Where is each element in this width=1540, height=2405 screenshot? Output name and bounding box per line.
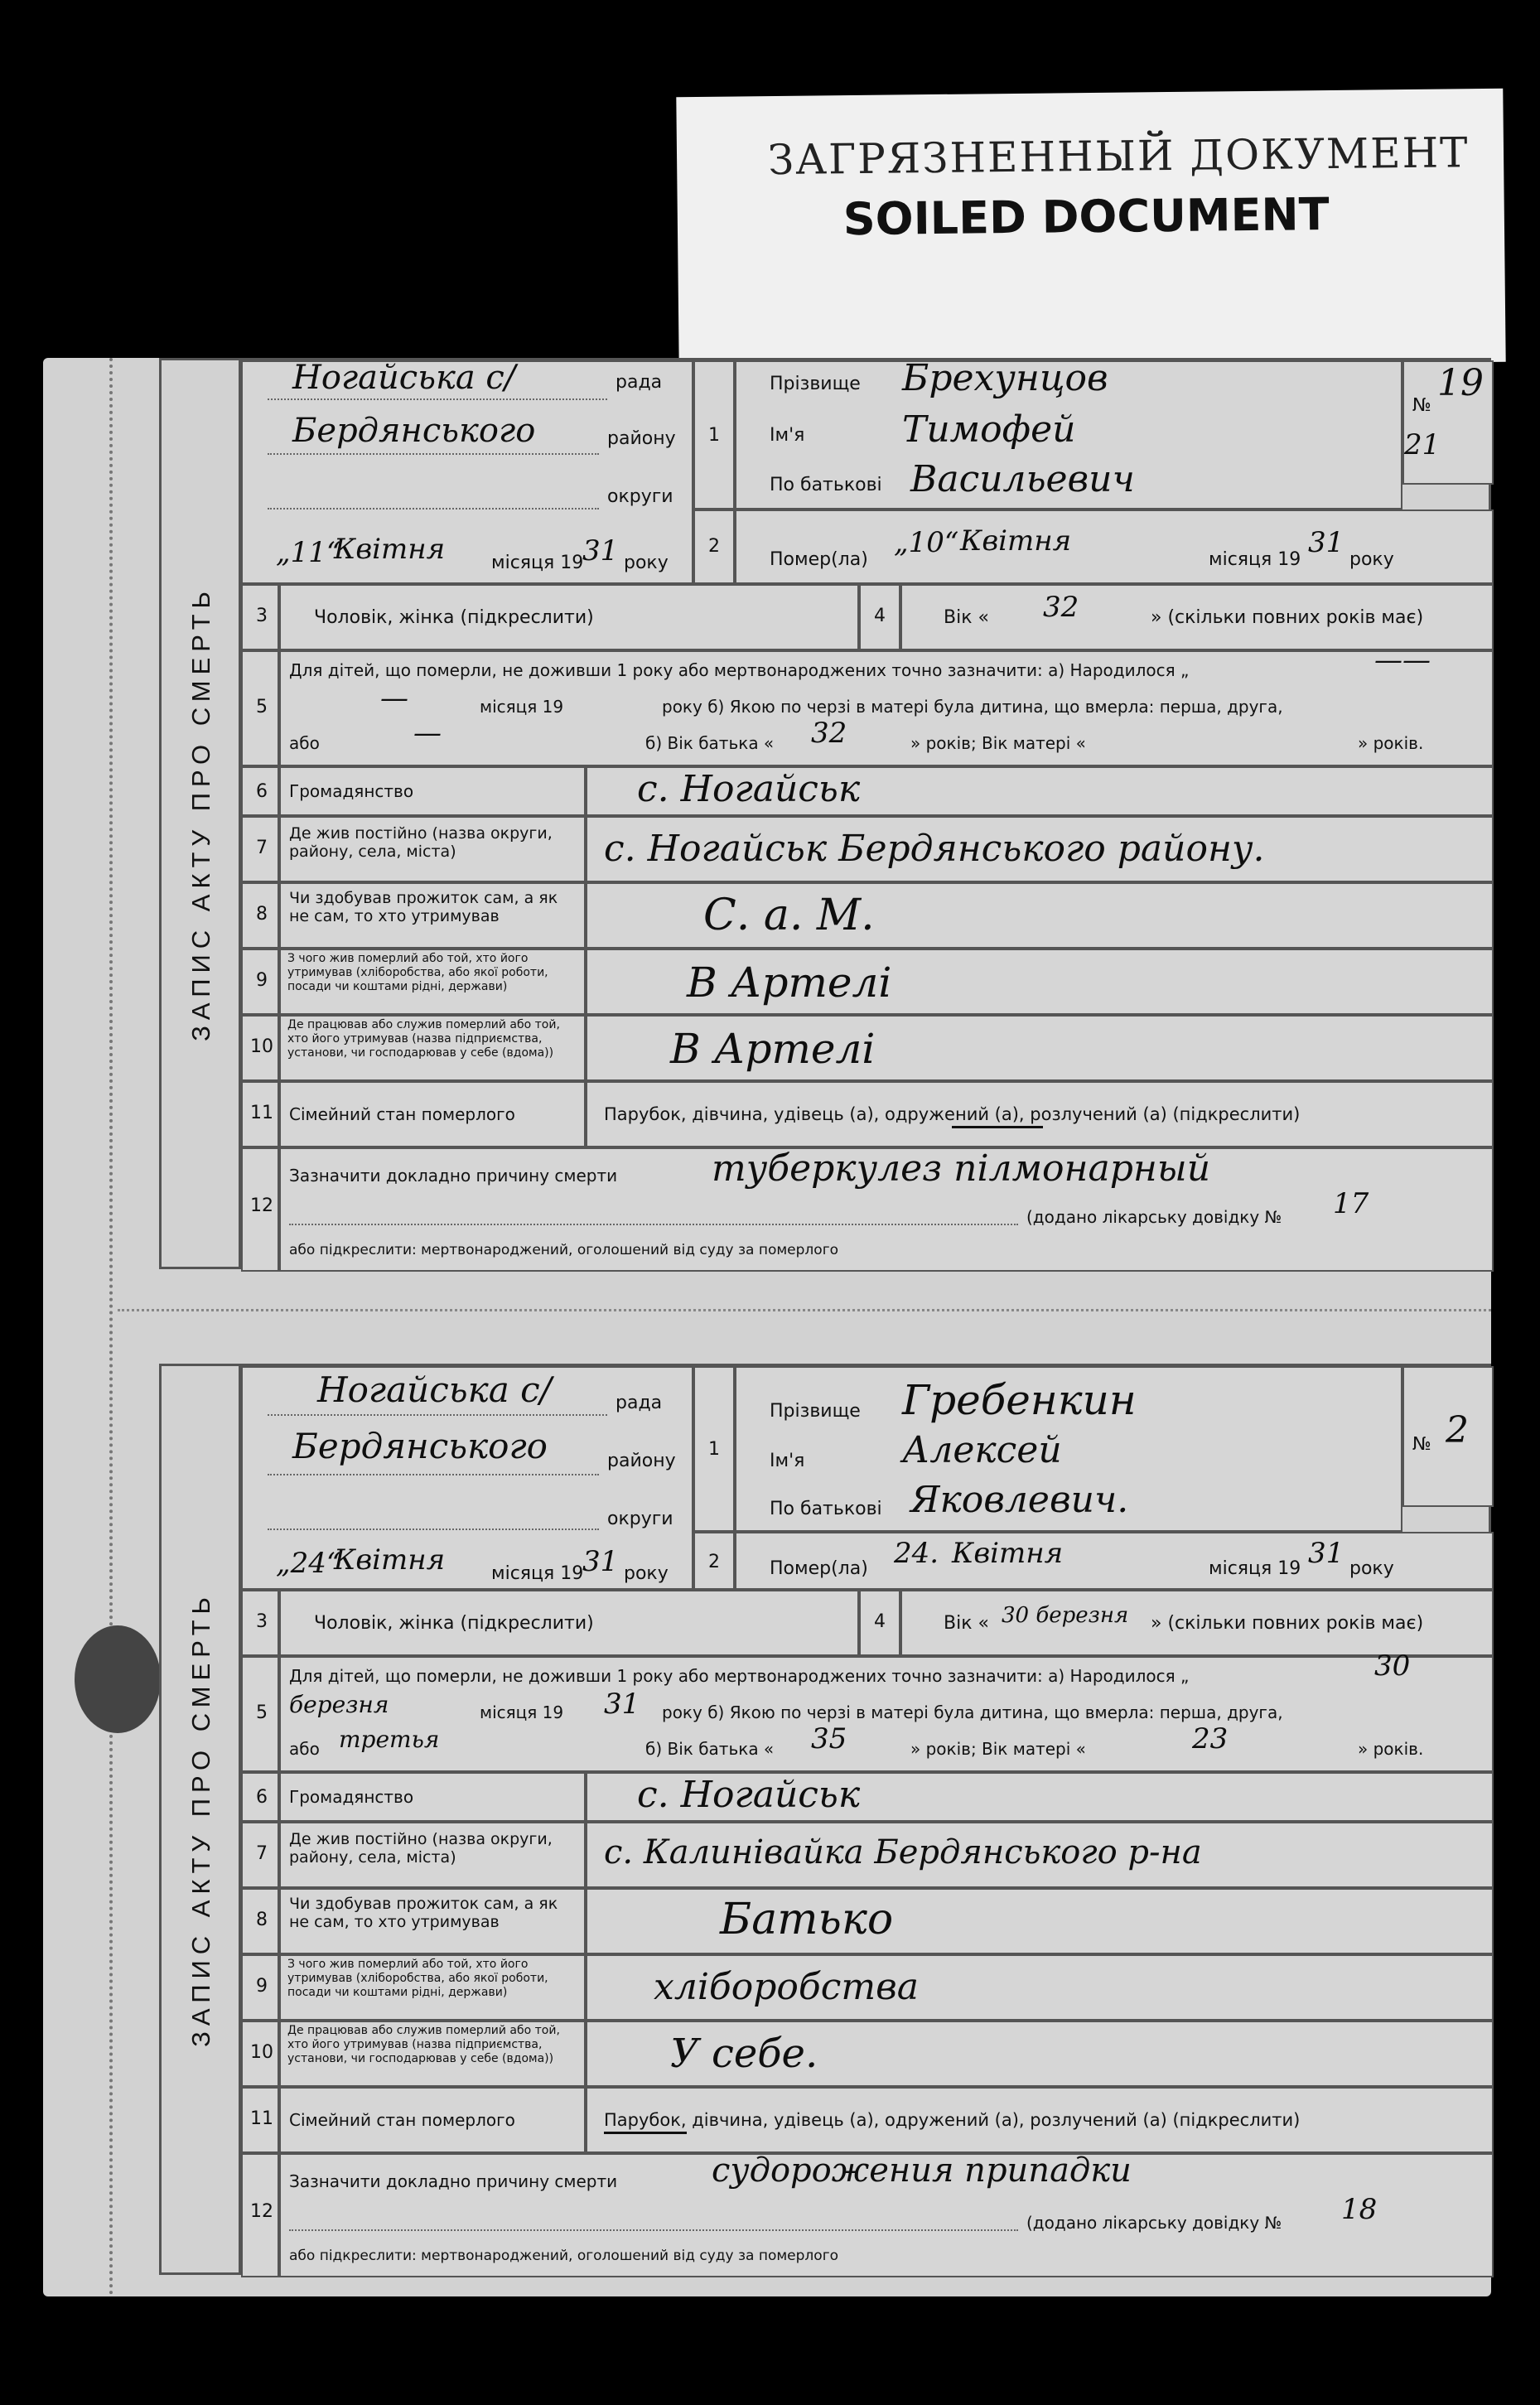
age-value: 30 березня bbox=[1002, 1603, 1129, 1628]
infant-month-label: місяця 19 bbox=[480, 1702, 564, 1722]
workplace-label: Де працював або служив померлий або той, хто його утримував (назва підприємства, установи, чи господарював у себе (вдома)) bbox=[287, 2024, 560, 2065]
raion-value: Бердянського bbox=[292, 1426, 548, 1466]
reg-year-value: 31 bbox=[582, 534, 619, 567]
age-note: » (скільки повних років має) bbox=[1151, 607, 1424, 628]
age-label: Вік « bbox=[944, 607, 989, 628]
name-value: Тимофей bbox=[902, 408, 1076, 451]
workplace-value: В Артелі bbox=[670, 1025, 876, 1073]
record-number-box bbox=[1402, 1366, 1494, 1507]
certificate-label: (додано лікарську довідку № bbox=[1026, 2213, 1282, 2233]
died-month-value: Квітня bbox=[960, 524, 1072, 558]
mother-age-label: » років; Вік матері « bbox=[910, 733, 1086, 753]
mother-age-suffix: » років. bbox=[1358, 733, 1424, 753]
mother-age-suffix: » років. bbox=[1358, 1739, 1424, 1759]
father-age-value: 35 bbox=[811, 1722, 847, 1755]
reg-year-label: року bbox=[624, 1563, 669, 1584]
infant-line-1: Для дітей, що померли, не доживши 1 року або мертвонароджених точно зазначити: а) Народилося „ bbox=[289, 660, 1190, 680]
number-value: 19 bbox=[1437, 362, 1484, 404]
age-value: 32 bbox=[1043, 591, 1079, 624]
reg-day-value: „11“ bbox=[276, 536, 341, 569]
marital-label: Сімейний стан померлого bbox=[289, 2110, 515, 2130]
infant-born-value: —— bbox=[1374, 644, 1431, 677]
residence-value: с. Калинівайка Бердянського р-на bbox=[604, 1833, 1202, 1871]
workplace-value: У себе. bbox=[670, 2031, 818, 2077]
workplace-label: Де працював або служив померлий або той, хто його утримував (назва підприємства, установи, чи господарював у себе (вдома)) bbox=[287, 1018, 560, 1060]
certificate-value: 18 bbox=[1341, 2193, 1378, 2226]
surname-label: Прізвище bbox=[770, 1401, 861, 1422]
cause-of-death-cell bbox=[279, 2153, 1494, 2277]
infant-line-2: року б) Якою по черзі в матері була дитина, що вмерла: перша, друга, bbox=[662, 1702, 1283, 1722]
spine-title: ЗАПИС АКТУ ПРО СМЕРТЬ bbox=[186, 586, 215, 1041]
infant-line-1: Для дітей, що померли, не доживши 1 року або мертвонароджених точно зазначити: а) Народилося „ bbox=[289, 1666, 1190, 1686]
mother-age-value: 23 bbox=[1192, 1722, 1229, 1755]
age-label: Вік « bbox=[944, 1613, 989, 1634]
infant-details-cell bbox=[279, 1649, 1494, 1772]
died-year-value: 31 bbox=[1308, 1537, 1344, 1570]
stillborn-note: або підкреслити: мертвонароджений, оголошений від суду за померлого bbox=[289, 1242, 839, 1258]
raion-label: району bbox=[607, 428, 676, 449]
rada-value: Ногайська с/ bbox=[317, 1369, 552, 1410]
marital-options bbox=[586, 1081, 1494, 1147]
infant-born-value: 30 bbox=[1374, 1649, 1411, 1683]
ink-stain bbox=[75, 1625, 161, 1733]
stillborn-note: або підкреслити: мертвонароджений, оголошений від суду за померлого bbox=[289, 2248, 839, 2264]
death-record-2: ЗАПИС АКТУ ПРО СМЕРТЬ Ногайська с/ рада Бердянського району округи „24“ Квітня місяця 19 31 року 1 2 Прізвище Гребенкин Ім'я Алексей По батькові Яковлевич. № 2 Помер(ла) 24. Квітня місяця 19 31 року 3 Чоловік, жінка (підкреслити) 4 Вік « 30 березня » (скільки повних років має) 5 Для дітей, що померли, не доживши 1 року або мертвонароджених точно зазначити: а) Народилося „ 30 березня місяця 19 31 року б) Якою по черзі в матері була дитина, що вмерла: перша, друга, або третья б) Вік батька « 35 » років; Вік матері « 23 » років. 6 Громадянство с. Ногайськ 7 Де жив постійно (назва округи, району, села, міста) с. Калинівайка Бердянського р-на 8 Чи здобував прожиток сам, а як не сам, то хто утримував Батько 9 З чого жив померлий або той, хто його утримував (хліборобства, або якої роботи, посади чи коштами рідні, держави) хліборобства 10 Де працював або служив померлий або той, хто його утримував (назва підприємства, установи, чи господарював у себе (вдома)) У себе. 11 Сімейний стан померлого Парубок, дівчина, удівець (а), одружений (а), розлучений (а) (підкреслити) 12 Зазначити докладно причину смерти судорожения припадки (додано лікарську довідку № 18 або підкреслити: мертвонароджений, оголошений від суду за померлого bbox=[159, 1364, 1491, 2275]
record-number-box bbox=[1402, 360, 1494, 485]
father-age-value: 32 bbox=[811, 717, 847, 750]
surname-label: Прізвище bbox=[770, 374, 861, 394]
death-date-block bbox=[735, 509, 1494, 584]
marital-options-text: Парубок, дівчина, удівець (а), одружений (а), розлучений (а) (підкреслити) bbox=[604, 2110, 1301, 2130]
died-year-label: року bbox=[1349, 549, 1394, 570]
sex-cell bbox=[279, 1590, 859, 1656]
death-register-page bbox=[43, 358, 1491, 2296]
infant-month-label: місяця 19 bbox=[480, 697, 564, 717]
perforation-edge bbox=[109, 358, 119, 2296]
death-record-1: ЗАПИС АКТУ ПРО СМЕРТЬ Ногайська с/ рада Бердянського району округи „11“ Квітня місяця 19 31 року 1 2 Прізвище Брехунцов Ім'я Тимофей По батькові Васильевич № 19 21 Помер(ла) „10“ Квітня місяця 19 31 року 3 Чоловік, жінка (підкреслити) 4 Вік « 32 » (скільки повних років має) 5 Для дітей, що померли, не доживши 1 року або мертвонароджених точно зазначити: а) Народилося „ —— — місяця 19 року б) Якою по черзі в матері була дитина, що вмерла: перша, друга, або — б) Вік батька « 32 » років; Вік матері « » років. 6 Громадянство с. Ногайськ 7 Де жив постійно (назва округи, району, села, міста) с. Ногайськ Бердянського району. 8 Чи здобував прожиток сам, а як не сам, то хто утримував С. а. М. 9 З чого жив померлий або той, хто його утримував (хліборобства, або якої роботи, посади чи коштами рідні, держави) В Артелі 10 Де працював або служив померлий або той, хто його утримував (назва підприємства, установи, чи господарював у себе (вдома)) В Артелі 11 Сімейний стан померлого Парубок, дівчина, удівець (а), одружений (а), розлучений (а) (підкреслити) 12 Зазначити докладно причину смерти туберкулез пілмонарный (додано лікарську довідку № 17 або підкреслити: мертвонароджений, оголошений від суду за померлого bbox=[159, 358, 1491, 1269]
cause-of-death-cell bbox=[279, 1147, 1494, 1272]
tear-line bbox=[118, 1309, 1491, 1311]
number-label: № bbox=[1412, 1434, 1431, 1455]
rada-label: рада bbox=[616, 1393, 663, 1413]
died-month-label: місяця 19 bbox=[1209, 549, 1301, 570]
marital-label: Сімейний стан померлого bbox=[289, 1104, 515, 1124]
father-age-label: б) Вік батька « bbox=[645, 1739, 775, 1759]
surname-value: Брехунцов bbox=[902, 357, 1108, 399]
patronymic-label: По батькові bbox=[770, 1499, 882, 1519]
okrugy-label: округи bbox=[607, 486, 673, 507]
patronymic-value: Яковлевич. bbox=[910, 1479, 1129, 1521]
deceased-name-block bbox=[735, 1366, 1402, 1532]
sex-cell bbox=[279, 584, 859, 650]
residence-label: Де жив постійно (назва округи, району, села, міста) bbox=[289, 1830, 553, 1867]
infant-month-value: березня bbox=[289, 1691, 389, 1718]
deceased-name-block bbox=[735, 357, 1402, 509]
raion-value: Бердянського bbox=[292, 412, 536, 450]
reg-day-value: „24“ bbox=[276, 1547, 341, 1580]
registry-office-block bbox=[241, 1366, 693, 1590]
marital-underline bbox=[604, 2132, 687, 2134]
livelihood-label: Чи здобував прожиток сам, а як не сам, то хто утримував bbox=[289, 1895, 558, 1931]
cause-value: судорожения припадки bbox=[712, 2151, 1132, 2190]
infant-details-cell bbox=[279, 644, 1494, 766]
income-source-label: З чого жив померлий або той, хто його утримував (хліборобства, або якої роботи, посади чи коштами рідні, держави) bbox=[287, 952, 548, 993]
livelihood-value: С. а. М. bbox=[703, 891, 875, 940]
certificate-label: (додано лікарську довідку № bbox=[1026, 1207, 1282, 1227]
number-value: 2 bbox=[1446, 1409, 1469, 1451]
livelihood-value: Батько bbox=[720, 1895, 894, 1944]
died-month-value: Квітня bbox=[952, 1537, 1064, 1570]
died-year-label: року bbox=[1349, 1558, 1394, 1579]
reg-year-value: 31 bbox=[582, 1545, 619, 1578]
citizenship-value: с. Ногайськ bbox=[637, 1774, 861, 1816]
citizenship-label: Громадянство bbox=[289, 1787, 414, 1807]
sex-label: Чоловік, жінка (підкреслити) bbox=[314, 607, 594, 628]
age-cell bbox=[900, 1590, 1494, 1656]
infant-line-2: року б) Якою по черзі в матері була дитина, що вмерла: перша, друга, bbox=[662, 697, 1283, 717]
patronymic-label: По батькові bbox=[770, 475, 882, 495]
died-year-value: 31 bbox=[1308, 526, 1344, 559]
stamp-russian-text: ЗАГРЯЗНЕННЫЙ ДОКУМЕНТ bbox=[767, 128, 1470, 185]
infant-year-value: 31 bbox=[604, 1688, 640, 1721]
reg-year-label: року bbox=[624, 553, 669, 573]
name-label: Ім'я bbox=[770, 425, 805, 446]
infant-or-label: або bbox=[289, 733, 320, 753]
citizenship-label: Громадянство bbox=[289, 781, 414, 801]
income-source-label: З чого жив померлий або той, хто його утримував (хліборобства, або якої роботи, посади чи коштами рідні, держави) bbox=[287, 1958, 548, 1999]
soiled-document-stamp bbox=[676, 89, 1505, 370]
spine-title: ЗАПИС АКТУ ПРО СМЕРТЬ bbox=[186, 1591, 215, 2047]
died-month-label: місяця 19 bbox=[1209, 1558, 1301, 1579]
raion-label: району bbox=[607, 1451, 676, 1471]
row-1-number: 1 bbox=[693, 360, 735, 509]
record-spine bbox=[162, 360, 241, 1267]
residence-value: с. Ногайськ Бердянського району. bbox=[604, 828, 1265, 870]
died-label: Помер(ла) bbox=[770, 549, 868, 570]
name-label: Ім'я bbox=[770, 1451, 805, 1471]
father-age-label: б) Вік батька « bbox=[645, 733, 775, 753]
age-note: » (скільки повних років має) bbox=[1151, 1613, 1424, 1634]
died-day-value: 24. bbox=[894, 1537, 939, 1570]
died-day-value: „10“ bbox=[894, 526, 959, 559]
record-spine bbox=[162, 1366, 241, 2272]
registry-office-block bbox=[241, 360, 693, 584]
infant-month-value: — bbox=[380, 682, 408, 715]
reg-month-label: місяця 19 bbox=[491, 1563, 584, 1584]
rada-label: рада bbox=[616, 372, 663, 393]
rada-value: Ногайська с/ bbox=[292, 359, 516, 397]
age-cell bbox=[900, 584, 1494, 650]
income-source-value: хліборобства bbox=[654, 1966, 919, 2008]
marital-underline bbox=[952, 1126, 1043, 1128]
cause-label: Зазначити докладно причину смерти bbox=[289, 1166, 618, 1186]
reg-month-value: Квітня bbox=[334, 1543, 446, 1577]
patronymic-value: Васильевич bbox=[910, 458, 1135, 500]
name-value: Алексей bbox=[902, 1429, 1062, 1471]
infant-or-label: або bbox=[289, 1739, 320, 1759]
certificate-value: 17 bbox=[1333, 1187, 1369, 1220]
marital-options bbox=[586, 2087, 1494, 2153]
residence-label: Де жив постійно (назва округи, району, села, міста) bbox=[289, 824, 553, 861]
death-date-block bbox=[735, 1532, 1494, 1590]
income-source-value: В Артелі bbox=[687, 959, 892, 1007]
sex-label: Чоловік, жінка (підкреслити) bbox=[314, 1613, 594, 1634]
died-label: Помер(ла) bbox=[770, 1558, 868, 1579]
cause-label: Зазначити докладно причину смерти bbox=[289, 2171, 618, 2191]
cause-value: туберкулез пілмонарный bbox=[712, 1147, 1211, 1190]
mother-age-label: » років; Вік матері « bbox=[910, 1739, 1086, 1759]
infant-order-value: — bbox=[413, 717, 442, 750]
surname-value: Гребенкин bbox=[902, 1376, 1137, 1424]
infant-order-value: третья bbox=[339, 1726, 440, 1753]
citizenship-value: с. Ногайськ bbox=[637, 768, 861, 810]
reg-month-label: місяця 19 bbox=[491, 553, 584, 573]
stamp-english-text: SOILED DOCUMENT bbox=[842, 187, 1330, 246]
reg-month-value: Квітня bbox=[334, 533, 446, 566]
number-label: № bbox=[1412, 395, 1431, 416]
row-2-number: 2 bbox=[693, 509, 735, 584]
marital-options-text: Парубок, дівчина, удівець (а), одружений (а), розлучений (а) (підкреслити) bbox=[604, 1104, 1301, 1124]
okrugy-label: округи bbox=[607, 1509, 673, 1529]
livelihood-label: Чи здобував прожиток сам, а як не сам, то хто утримував bbox=[289, 889, 558, 925]
number-alt-value: 21 bbox=[1404, 428, 1441, 461]
